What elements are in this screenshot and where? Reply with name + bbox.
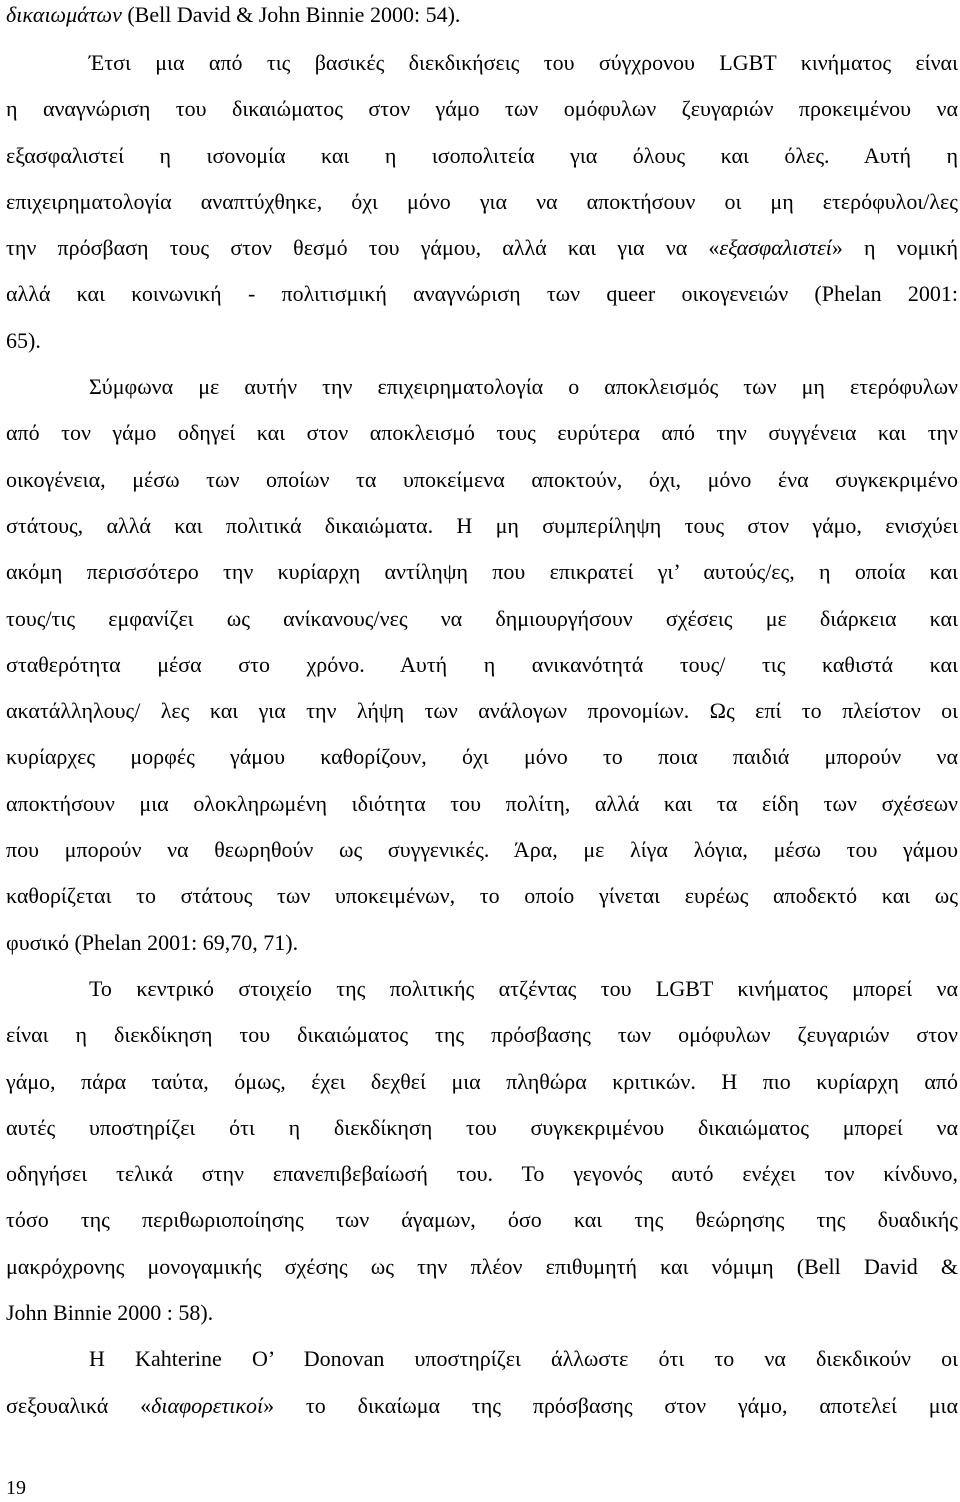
- text-run: οικογένεια, μέσω των οποίων τα υποκείμενα αποκτούν, όχι, μόνο ένα συγκεκριμένο: [6, 466, 958, 492]
- text-line: [6, 321, 958, 367]
- text-run: τόσο της περιθωριοποίησης των άγαμων, όσο και της θεώρησης της δυαδικής: [6, 1207, 958, 1233]
- text-run: είναι η διεκδίκηση του δικαιώματος της πρόσβασης των ομόφυλων ζευγαριών στον: [6, 1022, 958, 1048]
- text-line: [6, 367, 958, 413]
- text-line: [6, 136, 958, 182]
- text-run: τους/τις εμφανίζει ως ανίκανους/νες να δημιουργήσουν σχέσεις με διάρκεια και: [6, 605, 958, 631]
- text-run: από τον γάμο οδηγεί και στον αποκλεισμό τους ευρύτερα από την συγγένεια και την: [6, 420, 958, 446]
- text-run: την πρόσβαση τους στον θεσμό του γάμου, αλλά και για να «: [6, 235, 720, 261]
- text-line: [6, 274, 958, 320]
- text-run: γάμο, πάρα ταύτα, όμως, έχει δεχθεί μια πληθώρα κριτικών. Η πιο κυρίαρχη από: [6, 1068, 958, 1094]
- text-line: [6, 89, 958, 135]
- text-line: [6, 969, 958, 1015]
- text-line: [6, 691, 958, 737]
- text-run: η αναγνώριση του δικαιώματος στον γάμο των ομόφυλων ζευγαριών προκειμένου να: [6, 96, 958, 122]
- text-run: επιχειρηματολογία αναπτύχθηκε, όχι μόνο για να αποκτήσουν οι μη ετερόφυλοι/λες: [6, 188, 958, 214]
- text-run: που μπορούν να θεωρηθούν ως συγγενικές. Άρα, με λίγα λόγια, μέσω του γάμου: [6, 837, 958, 863]
- text-line: [6, 1339, 958, 1385]
- text-line: [6, 599, 958, 645]
- text-run: αυτές υποστηρίζει ότι η διεκδίκηση του συγκεκριμένου δικαιώματος μπορεί να: [6, 1114, 958, 1140]
- text-line: [6, 182, 958, 228]
- text-run: καθορίζεται το στάτους των υποκειμένων, το οποίο γίνεται ευρέως αποδεκτό και ως: [6, 883, 958, 909]
- text-run: Η Kahterine O’ Donovan υποστηρίζει άλλωστε ότι το να διεκδικούν οι: [89, 1346, 958, 1372]
- body-text: [6, 0, 958, 1432]
- text-run: ακατάλληλους/ λες και για την λήψη των ανάλογων προνομίων. Ως επί το πλείστον οι: [6, 698, 958, 724]
- text-run: αλλά και κοινωνική - πολιτισμική αναγνώριση των queer οικογενειών (Phelan 2001:: [6, 281, 958, 307]
- text-run: ακόμη περισσότερο την κυρίαρχη αντίληψη που επικρατεί γι’ αυτούς/ες, η οποία και: [6, 559, 958, 585]
- text-line: [6, 1386, 958, 1432]
- text-line: [6, 228, 958, 274]
- text-line: [6, 0, 958, 43]
- text-run: σταθερότητα μέσα στο χρόνο. Αυτή η ανικανότητά τους/ τις καθιστά και: [6, 651, 958, 677]
- text-line: [6, 413, 958, 459]
- text-run: Το κεντρικό στοιχείο της πολιτικής ατζέντας του LGBT κινήματος μπορεί να: [89, 975, 958, 1001]
- text-run: σεξουαλικά «: [6, 1392, 152, 1418]
- text-line: [6, 1062, 958, 1108]
- text-run: φυσικό (Phelan 2001: 69,70, 71).: [6, 929, 299, 955]
- text-run: κυρίαρχες μορφές γάμου καθορίζουν, όχι μόνο το ποια παιδιά μπορούν να: [6, 744, 958, 770]
- text-line: [6, 876, 958, 922]
- text-run: Έτσι μια από τις βασικές διεκδικήσεις του σύγχρονου LGBT κινήματος είναι: [89, 50, 958, 75]
- text-run: μακρόχρονης μονογαμικής σχέσης ως την πλέον επιθυμητή και νόμιμη (Bell David &: [6, 1253, 958, 1279]
- text-run: οδηγήσει τελικά στην επανεπιβεβαίωσή του. Το γεγονός αυτό ενέχει τον κίνδυνο,: [6, 1161, 958, 1187]
- text-line: [6, 1108, 958, 1154]
- text-run: εξασφαλιστεί η ισονομία και η ισοπολιτεία για όλους και όλες. Αυτή η: [6, 142, 958, 168]
- text-run: αποκτήσουν μια ολοκληρωμένη ιδιότητα του πολίτη, αλλά και τα είδη των σχέσεων: [6, 790, 958, 816]
- text-line: [6, 737, 958, 783]
- italic-text: διαφορετικοί: [151, 1392, 264, 1418]
- text-line: [6, 1293, 958, 1339]
- text-line: [6, 830, 958, 876]
- text-line: [6, 552, 958, 598]
- italic-text: εξασφαλιστεί: [719, 235, 832, 261]
- text-line: [6, 460, 958, 506]
- italic-text: δικαιωμάτων: [6, 2, 122, 27]
- text-run: (Bell David & John Binnie 2000: 54).: [121, 2, 461, 27]
- text-line: [6, 1247, 958, 1293]
- text-line: [6, 43, 958, 89]
- page-number: 19: [6, 1477, 26, 1499]
- text-line: [6, 1015, 958, 1061]
- text-run: » η νομική: [831, 235, 958, 261]
- text-line: [6, 1154, 958, 1200]
- text-line: [6, 923, 958, 969]
- text-run: Σύμφωνα με αυτήν την επιχειρηματολογία ο αποκλεισμός των μη ετερόφυλων: [89, 374, 958, 400]
- text-line: [6, 784, 958, 830]
- text-line: [6, 645, 958, 691]
- text-run: » το δικαίωμα της πρόσβασης στον γάμο, αποτελεί μια: [263, 1392, 958, 1418]
- text-run: John Binnie 2000 : 58).: [6, 1300, 214, 1326]
- text-run: 65).: [6, 327, 41, 353]
- text-line: [6, 1200, 958, 1246]
- text-run: στάτους, αλλά και πολιτικά δικαιώματα. Η μη συμπερίληψη τους στον γάμο, ενισχύει: [6, 512, 958, 538]
- text-line: [6, 506, 958, 552]
